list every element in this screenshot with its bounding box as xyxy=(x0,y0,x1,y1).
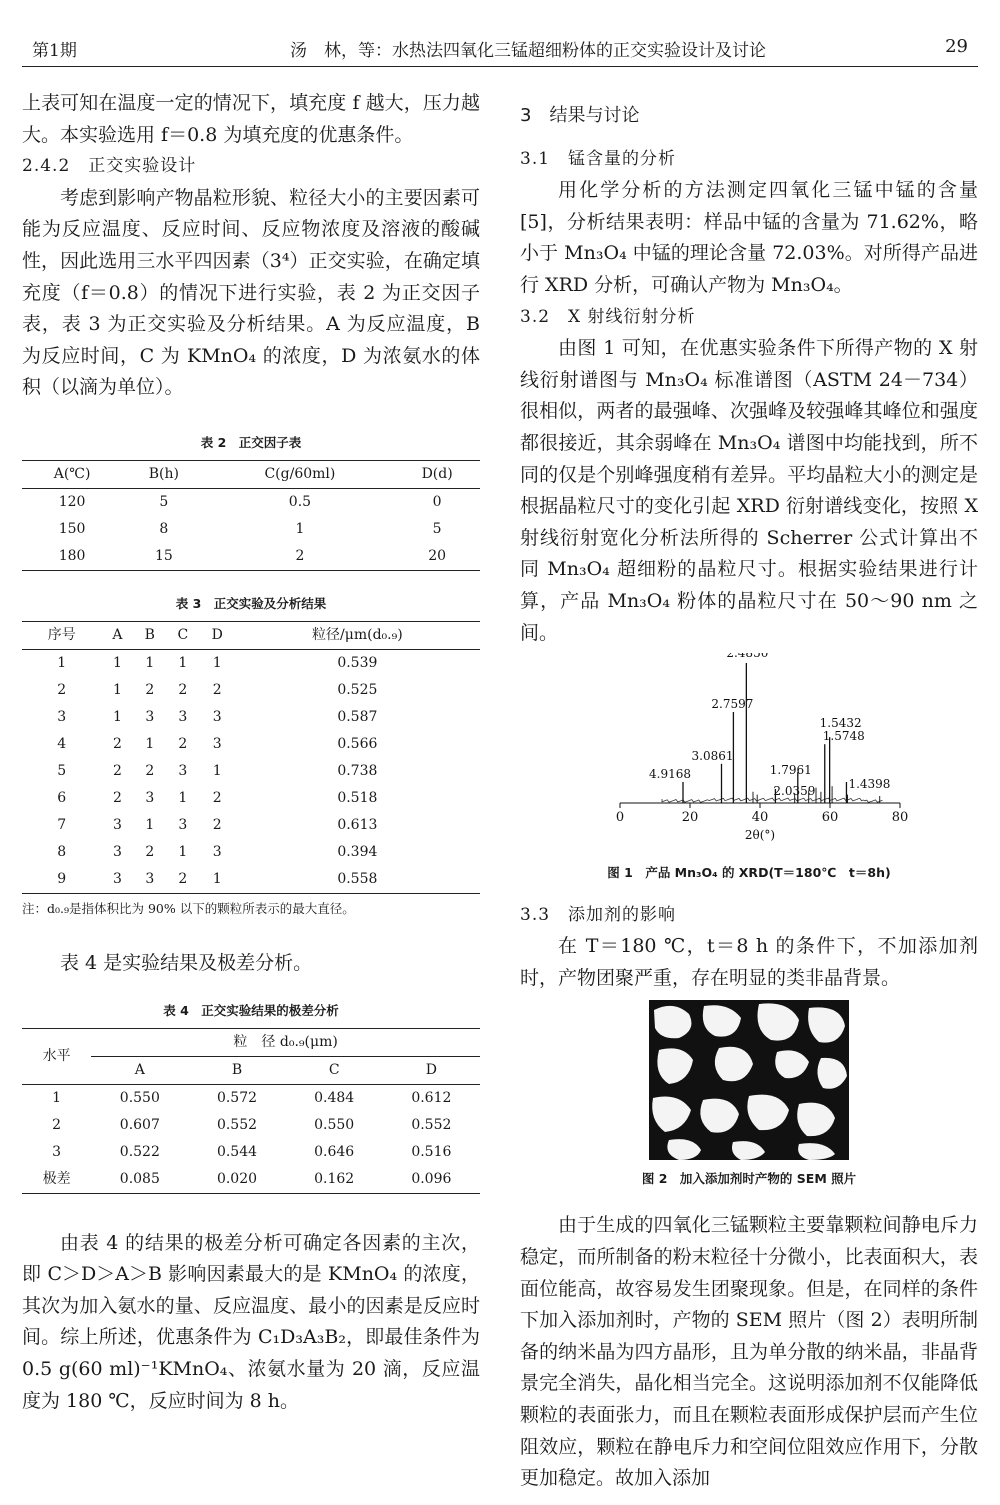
table4-cell: 0.020 xyxy=(216,1170,258,1187)
issue-number: 第1期 xyxy=(32,41,77,61)
table4-cell: 1 xyxy=(52,1089,62,1106)
table3-cell: 0.738 xyxy=(337,762,378,779)
table3-cell: 0.539 xyxy=(337,654,378,671)
table4-cell: 0.516 xyxy=(411,1143,452,1160)
table3-cell: 1 xyxy=(212,870,222,887)
table3-cell: 0.518 xyxy=(337,789,378,806)
table3-cell: 1 xyxy=(178,654,188,671)
table2-cell: 1 xyxy=(295,520,305,537)
table4-caption: 表 4 正交实验结果的极差分析 xyxy=(163,1002,339,1018)
table2 xyxy=(22,460,480,571)
table4-cell: 0.522 xyxy=(119,1143,160,1160)
table-row xyxy=(22,839,480,866)
xrd-peak-label: 1.7961 xyxy=(769,763,812,778)
table3-cell: 2 xyxy=(112,789,122,806)
table3 xyxy=(22,621,480,894)
table3-caption: 表 3 正交实验及分析结果 xyxy=(175,595,327,611)
table-row xyxy=(22,516,480,543)
table4-row-header: 水平 xyxy=(22,1028,91,1084)
table3-cell: 0.394 xyxy=(337,843,378,860)
table3-cell: 1 xyxy=(145,735,155,752)
table2-header: C(g/60ml) xyxy=(264,465,336,482)
section-2-4-2-heading: 2.4.2 正交实验设计 xyxy=(22,156,197,177)
table3-cell: 0.558 xyxy=(337,870,378,887)
table4-block xyxy=(22,1002,480,1194)
table3-cell: 8 xyxy=(57,843,67,860)
table4-cell: 0.550 xyxy=(314,1116,355,1133)
xrd-chart xyxy=(520,653,978,853)
figure-2 xyxy=(520,1000,978,1188)
right-paragraph-2: 由图 1 可知，在优惠实验条件下所得产物的 X 射线衍射谱图与 Mn₃O₄ 标准谱图（ASTM 24－734）很相似，两者的最强峰、次强峰及较强峰其峰位和强度都很接近，其余弱峰在 Mn₃O₄ 谱图中均能找到，所不同的仅是个别峰强度稍有差异。平均晶粒大小的测定是根据晶粒尺寸的变化引起 XRD 衍射谱线变化，按照 X 射线衍射宽化分析法所得的 Scherrer 公式计算出不同 Mn₃O₄ 超细粉的晶粒尺寸。根据实验结果进行计算，产品 Mn₃O₄ 粉体的晶粒尺寸在 50～90 nm 之间。 xyxy=(520,337,978,644)
table2-header: A(℃) xyxy=(53,465,91,482)
running-title: 汤 林，等：水热法四氧化三锰超细粉体的正交实验设计及讨论 xyxy=(290,41,766,61)
table3-cell: 2 xyxy=(178,681,188,698)
table3-cell: 3 xyxy=(145,789,155,806)
left-paragraph-2: 考虑到影响产物晶粒形貌、粒径大小的主要因素可能为反应温度、反应时间、反应物浓度及溶液的酸碱性，因此选用三水平四因素（3⁴）正交实验，在确定填充度（f＝0.8）的情况下进行实验，表 2 为正交因子表，表 3 为正交实验及分析结果。A 为反应温度，B 为反应时间，C 为 KMnO₄ 的浓度，D 为浓氨水的体积（以滴为单位）。 xyxy=(22,186,480,399)
table2-cell: 120 xyxy=(58,493,86,510)
table3-cell: 3 xyxy=(178,816,188,833)
table3-cell: 0.613 xyxy=(337,816,378,833)
table4-cell: 0.085 xyxy=(119,1170,160,1187)
section-3-2-heading: 3.2 X 射线衍射分析 xyxy=(520,306,696,327)
table3-cell: 1 xyxy=(212,762,222,779)
table3-cell: 2 xyxy=(112,762,122,779)
table3-cell: 3 xyxy=(212,843,222,860)
table4-cell: 3 xyxy=(52,1143,62,1160)
table3-cell: 9 xyxy=(57,870,67,887)
table3-cell: 2 xyxy=(145,681,155,698)
page-number: 29 xyxy=(945,36,968,57)
table3-header: D xyxy=(211,626,223,643)
table3-cell: 3 xyxy=(212,735,222,752)
table4-cell: 0.096 xyxy=(411,1170,452,1187)
left-paragraph-4: 由表 4 的结果的极差分析可确定各因素的主次，即 C＞D＞A＞B 影响因素最大的是 KMnO₄ 的浓度，其次为加入氨水的量、反应温度、最小的因素是反应时间。综上所述，优惠条件为 C₁D₃A₃B₂，即最佳条件为 0.5 g(60 ml)⁻¹KMnO₄、浓氨水量为 20 滴，反应温度为 180 ℃，反应时间为 8 h。 xyxy=(22,1231,480,1412)
table2-block xyxy=(22,434,480,571)
table3-note: 注：d₀.₉是指体积比为 90% 以下的颗粒所表示的最大直径。 xyxy=(22,900,355,916)
table-row xyxy=(22,677,480,704)
xrd-x-tick-label: 80 xyxy=(891,810,909,826)
table4-cell: 0.550 xyxy=(119,1089,160,1106)
xrd-x-tick-label: 20 xyxy=(681,810,699,826)
right-paragraph-4: 由于生成的四氧化三锰颗粒主要靠颗粒间静电斥力稳定，而所制备的粉末粒径十分微小，比表面积大，表面位能高，故容易发生团聚现象。但是，在同样的条件下加入添加剂时，产物的 SEM 照片（图 2）表明所制备的纳米晶为四方晶形，且为单分散的纳米晶，非晶背景完全消失，晶化相当完全。这说明添加剂不仅能降低颗粒的表面张力，而且在颗粒表面形成保护层而产生位阻效应，颗粒在静电斥力和空间位阻效应作用下，分散更加稳定。故加入添加 xyxy=(520,1214,978,1490)
table3-cell: 0.525 xyxy=(337,681,378,698)
xrd-peak-label: 2.0359 xyxy=(773,784,816,799)
table-row xyxy=(22,866,480,894)
table-row xyxy=(22,488,480,516)
xrd-peak-label: 4.9168 xyxy=(649,767,691,782)
section-3-1-heading: 3.1 锰含量的分析 xyxy=(520,148,677,169)
table3-cell: 0.587 xyxy=(337,708,378,725)
xrd-peak-label: 1.5432 xyxy=(819,716,862,731)
table3-cell: 0.566 xyxy=(337,735,378,752)
table3-cell: 1 xyxy=(212,654,222,671)
table2-cell: 5 xyxy=(432,520,442,537)
table3-header: 序号 xyxy=(47,626,76,643)
table-row xyxy=(22,1139,480,1166)
table3-block xyxy=(22,595,480,918)
left-paragraph-3: 表 4 是实验结果及极差分析。 xyxy=(60,951,313,974)
table3-cell: 2 xyxy=(145,843,155,860)
table-row xyxy=(22,1112,480,1139)
xrd-peak-label: 2.7597 xyxy=(711,697,754,712)
table3-cell: 2 xyxy=(212,816,222,833)
table3-cell: 3 xyxy=(57,708,67,725)
table-row xyxy=(22,758,480,785)
right-column xyxy=(520,88,978,1495)
table4 xyxy=(22,1028,480,1194)
table3-cell: 5 xyxy=(57,762,67,779)
table-row xyxy=(22,543,480,571)
xrd-x-tick-label: 0 xyxy=(615,810,625,826)
right-paragraph-3: 在 T＝180 ℃，t＝8 h 的条件下，不加添加剂时，产物团聚严重，存在明显的类非晶背景。 xyxy=(520,935,978,989)
table4-header: B xyxy=(231,1061,243,1078)
table3-cell: 2 xyxy=(145,762,155,779)
table3-cell: 3 xyxy=(145,708,155,725)
table4-cell: 0.162 xyxy=(314,1170,355,1187)
figure-1 xyxy=(520,653,978,882)
sem-photo xyxy=(649,1000,849,1160)
table2-cell: 0.5 xyxy=(288,493,312,510)
table3-header: 粒径/μm(d₀.₉) xyxy=(312,626,403,643)
table4-cell: 0.572 xyxy=(216,1089,258,1106)
figure-1-caption: 图 1 产品 Mn₃O₄ 的 XRD(T＝180℃ t＝8h) xyxy=(607,864,891,880)
table-row xyxy=(22,785,480,812)
right-paragraph-1: 用化学分析的方法测定四氧化三锰中锰的含量[5]，分析结果表明：样品中锰的含量为 71.62%，略小于 Mn₃O₄ 中锰的理论含量 72.03%。对所得产品进行 XRD 分析，可确认产物为 Mn₃O₄。 xyxy=(520,179,978,296)
left-paragraph-1: 上表可知在温度一定的情况下，填充度 f 越大，压力越大。本实验选用 f＝0.8 为填充度的优惠条件。 xyxy=(22,92,480,146)
table4-cell: 0.484 xyxy=(314,1089,355,1106)
table2-cell: 150 xyxy=(58,520,86,537)
table-row xyxy=(22,812,480,839)
section-3-heading: 3 结果与讨论 xyxy=(520,105,640,126)
table2-cell: 8 xyxy=(159,520,169,537)
xrd-peak-label: 2.4850 xyxy=(726,653,769,661)
table-row xyxy=(22,649,480,677)
table4-cell: 0.544 xyxy=(216,1143,258,1160)
table3-cell: 1 xyxy=(178,843,188,860)
table3-header: A xyxy=(112,626,123,643)
table2-cell: 2 xyxy=(295,547,305,564)
table3-cell: 3 xyxy=(112,870,122,887)
table4-cell: 0.552 xyxy=(411,1116,452,1133)
table-row xyxy=(22,731,480,758)
table3-cell: 1 xyxy=(112,681,122,698)
table2-cell: 180 xyxy=(58,547,86,564)
xrd-peak-label: 1.5748 xyxy=(822,729,865,744)
table4-group-header: 粒 径 d₀.₉(μm) xyxy=(91,1028,480,1056)
table3-cell: 3 xyxy=(112,843,122,860)
table3-cell: 1 xyxy=(145,654,155,671)
sem-particles xyxy=(649,1000,849,1160)
table2-cell: 0 xyxy=(432,493,442,510)
table3-cell: 7 xyxy=(57,816,67,833)
table2-cell: 15 xyxy=(154,547,173,564)
table3-cell: 3 xyxy=(178,762,188,779)
table2-cell: 5 xyxy=(159,493,169,510)
table3-cell: 1 xyxy=(57,654,67,671)
table3-cell: 1 xyxy=(112,654,122,671)
table4-cell: 0.607 xyxy=(119,1116,160,1133)
table3-header: B xyxy=(144,626,155,643)
table4-header: A xyxy=(134,1061,145,1078)
table2-header: D(d) xyxy=(421,465,453,482)
table3-cell: 3 xyxy=(212,708,222,725)
table3-cell: 1 xyxy=(145,816,155,833)
xrd-peak-label: 3.0861 xyxy=(691,748,734,763)
table4-cell: 极差 xyxy=(42,1170,71,1187)
table3-cell: 3 xyxy=(178,708,188,725)
xrd-x-tick-label: 40 xyxy=(751,810,769,826)
header-rule xyxy=(22,66,978,67)
table4-header: C xyxy=(328,1061,340,1078)
table3-cell: 1 xyxy=(178,789,188,806)
table-row xyxy=(22,704,480,731)
table4-header: D xyxy=(425,1061,437,1078)
table4-cell: 0.646 xyxy=(314,1143,355,1160)
table3-cell: 2 xyxy=(178,735,188,752)
table3-cell: 3 xyxy=(145,870,155,887)
section-3-3-heading: 3.3 添加剂的影响 xyxy=(520,904,677,925)
table3-cell: 1 xyxy=(112,708,122,725)
table-row xyxy=(22,1166,480,1194)
table4-cell: 2 xyxy=(52,1116,62,1133)
table3-cell: 6 xyxy=(57,789,67,806)
xrd-x-tick-label: 60 xyxy=(821,810,839,826)
xrd-baseline xyxy=(662,798,883,803)
xrd-x-axis-label: 2θ(°) xyxy=(744,828,776,843)
table3-cell: 4 xyxy=(57,735,67,752)
table3-cell: 2 xyxy=(57,681,67,698)
table2-caption: 表 2 正交因子表 xyxy=(200,434,302,450)
table4-cell: 0.612 xyxy=(411,1089,452,1106)
table4-cell: 0.552 xyxy=(216,1116,258,1133)
table3-cell: 3 xyxy=(112,816,122,833)
xrd-peak-label: 1.4398 xyxy=(848,777,891,792)
table3-header: C xyxy=(177,626,189,643)
table2-header: B(h) xyxy=(148,465,179,482)
table2-cell: 20 xyxy=(428,547,447,564)
table3-cell: 2 xyxy=(212,681,222,698)
table3-cell: 2 xyxy=(112,735,122,752)
table3-cell: 2 xyxy=(178,870,188,887)
left-column xyxy=(22,88,480,1417)
table-row xyxy=(22,1084,480,1112)
figure-2-caption: 图 2 加入添加剂时产物的 SEM 照片 xyxy=(641,1171,857,1187)
table3-cell: 2 xyxy=(212,789,222,806)
